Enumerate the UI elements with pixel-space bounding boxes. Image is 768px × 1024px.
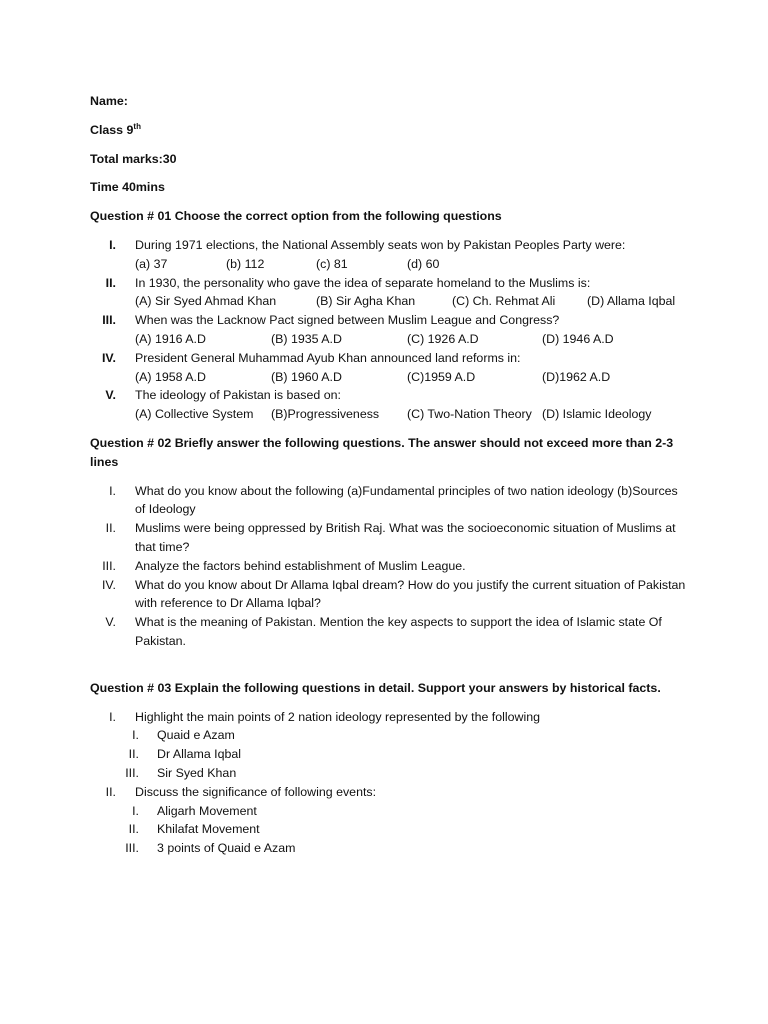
sub-item-number: I.: [132, 728, 139, 743]
short-question-item: [90, 576, 690, 614]
long-question-item: [90, 783, 690, 858]
long-question-text: Highlight the main points of 2 nation ideology represented by the following: [135, 709, 541, 724]
mcq-option: (b) 112: [226, 256, 265, 271]
sub-list: [125, 802, 690, 858]
sub-item: [128, 820, 690, 839]
item-number: IV.: [101, 350, 116, 365]
question-1-title: Question # 01 Choose the correct option from the following questions: [90, 209, 502, 224]
question-2-title: Question # 02 Briefly answer the following questions. The answer should not exceed more than 2-3 lines: [90, 435, 674, 469]
short-question-text: What do you know about the following (a)Fundamental principles of two nation ideology (b)Sources of Ideology: [135, 483, 678, 517]
mcq-option: (D) 1946 A.D: [542, 331, 614, 346]
long-question-text: Discuss the significance of following events:: [135, 784, 377, 799]
item-number: III.: [102, 558, 116, 573]
short-question-text: What is the meaning of Pakistan. Mention the key aspects to support the idea of Islamic state Of Pakistan.: [135, 615, 662, 648]
item-number: II.: [105, 784, 116, 799]
mcq-question: When was the Lacknow Pact signed between Muslim League and Congress?: [135, 313, 560, 328]
sub-item-number: II.: [128, 822, 139, 837]
item-number: III.: [102, 313, 116, 328]
mcq-option: (B) 1960 A.D: [271, 369, 342, 384]
item-number: II.: [105, 521, 116, 536]
short-question-text: What do you know about Dr Allama Iqbal dream? How do you justify the current situation of Pakistan with reference to Dr Allama Iqbal?: [135, 577, 686, 611]
question-3-list: [90, 708, 690, 858]
sub-item-text: Aligarh Movement: [157, 803, 257, 818]
question-2-list: [90, 482, 690, 651]
item-number: I.: [109, 709, 116, 724]
short-question-item: [90, 613, 690, 651]
mcq-question: In 1930, the personality who gave the idea of separate homeland to the Muslims is:: [135, 275, 591, 290]
question-3-title: Question # 03 Explain the following questions in detail. Support your answers by historical facts.: [90, 680, 661, 695]
mcq-options: [135, 292, 690, 311]
mcq-options: [135, 255, 690, 274]
short-question-text: Analyze the factors behind establishment of Muslim League.: [135, 558, 466, 573]
mcq-item: [90, 386, 690, 424]
short-question-item: [90, 482, 690, 520]
mcq-option: (D) Islamic Ideology: [542, 407, 652, 422]
mcq-option: (a) 37: [135, 256, 168, 271]
mcq-question: The ideology of Pakistan is based on:: [135, 388, 341, 403]
sub-item-text: 3 points of Quaid e Azam: [157, 841, 296, 856]
mcq-option: (A) 1916 A.D: [135, 331, 206, 346]
mcq-options: [135, 405, 690, 424]
item-number: II.: [105, 275, 116, 290]
mcq-options: [135, 368, 690, 387]
mcq-option: (D)1962 A.D: [542, 369, 611, 384]
mcq-item: [90, 349, 690, 387]
item-number: I.: [109, 483, 116, 498]
sub-item-number: II.: [128, 747, 139, 762]
question-1-list: [90, 236, 690, 424]
time-allowed: Time 40mins: [90, 180, 165, 195]
exam-paper: [90, 92, 690, 868]
mcq-option: (A) 1958 A.D: [135, 369, 206, 384]
sub-item: [125, 839, 690, 858]
item-number: I.: [109, 237, 116, 252]
item-number: V.: [105, 388, 116, 403]
total-marks: Total marks:30: [90, 151, 177, 166]
mcq-option: (D) Allama Iqbal: [587, 294, 676, 309]
long-question-item: [90, 708, 690, 783]
mcq-option: (B)Progressiveness: [271, 407, 380, 422]
item-number: V.: [105, 615, 116, 630]
sub-list: [125, 726, 690, 782]
mcq-option: (C) Two-Nation Theory: [407, 407, 532, 422]
class-superscript: th: [133, 121, 141, 131]
mcq-question: During 1971 elections, the National Assembly seats won by Pakistan Peoples Party were:: [135, 237, 626, 252]
sub-item-text: Sir Syed Khan: [157, 765, 237, 780]
mcq-item: [90, 311, 690, 349]
sub-item-text: Quaid e Azam: [157, 728, 235, 743]
sub-item-text: Dr Allama Iqbal: [157, 747, 242, 762]
mcq-option: (C)1959 A.D: [407, 369, 476, 384]
sub-item: [132, 726, 690, 745]
sub-item-number: III.: [125, 841, 139, 856]
spacer: [90, 661, 690, 679]
mcq-item: [90, 236, 690, 274]
mcq-option: (C) Ch. Rehmat Ali: [452, 294, 556, 309]
mcq-option: (c) 81: [316, 256, 348, 271]
sub-item-number: I.: [132, 803, 139, 818]
mcq-option: (A) Sir Syed Ahmad Khan: [135, 294, 277, 309]
short-question-item: [90, 557, 690, 576]
short-question-item: [90, 519, 690, 557]
mcq-option: (C) 1926 A.D: [407, 331, 479, 346]
sub-item-number: III.: [125, 765, 139, 780]
class-label: [90, 121, 690, 140]
mcq-option: (B) 1935 A.D: [271, 331, 342, 346]
mcq-options: [135, 330, 690, 349]
class-text: Class 9: [90, 122, 134, 137]
short-question-text: Muslims were being oppressed by British Raj. What was the socioeconomic situation of Muslims at that time?: [135, 521, 676, 554]
sub-item: [125, 764, 690, 783]
mcq-option: (d) 60: [407, 256, 440, 271]
item-number: IV.: [101, 577, 116, 592]
mcq-item: [90, 274, 690, 312]
sub-item-text: Khilafat Movement: [157, 822, 260, 837]
sub-item: [128, 745, 690, 764]
mcq-option: (B) Sir Agha Khan: [316, 294, 416, 309]
name-label: Name:: [90, 94, 128, 108]
mcq-option: (A) Collective System: [135, 407, 254, 422]
sub-item: [132, 802, 690, 821]
mcq-question: President General Muhammad Ayub Khan announced land reforms in:: [135, 350, 521, 365]
